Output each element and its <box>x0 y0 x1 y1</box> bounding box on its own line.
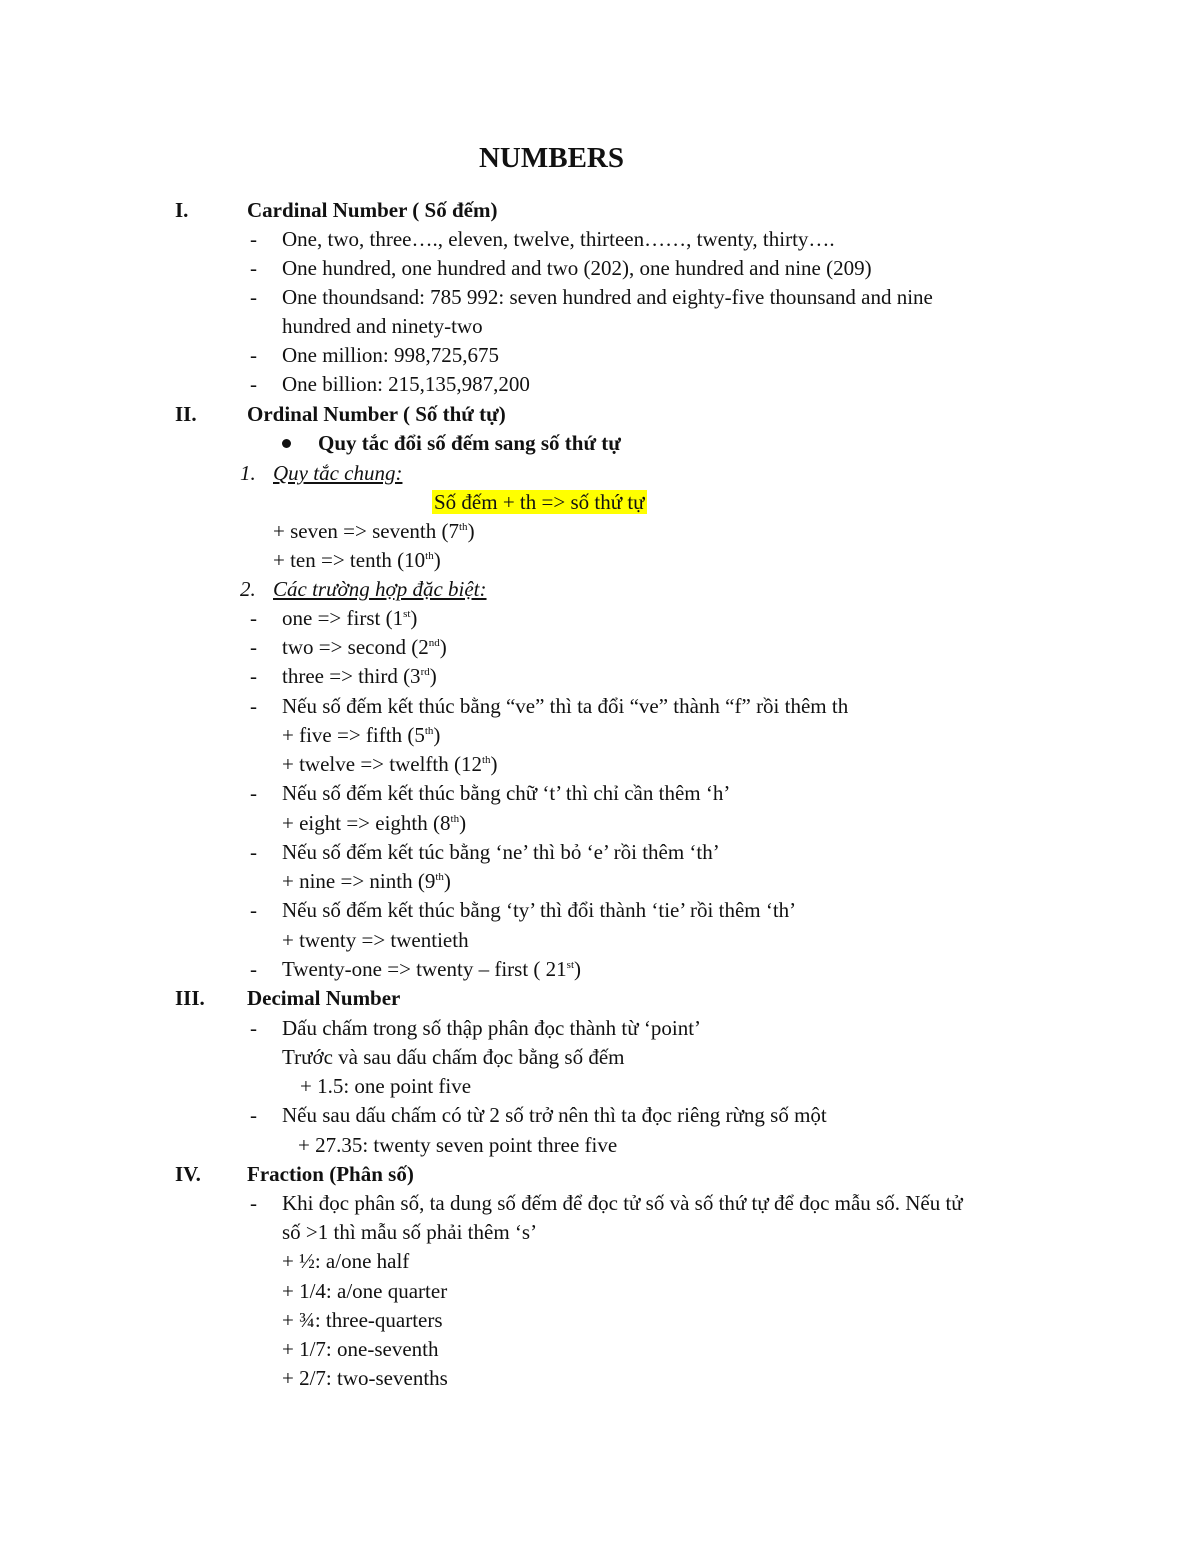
sub-example: + 1/7: one-seventh <box>282 1337 439 1361</box>
sub-example: + eight => eighth (8th) <box>282 811 467 835</box>
section-2-numeral: II. <box>175 402 197 426</box>
formula <box>432 488 647 517</box>
list-item: Nếu số đếm kết túc bằng ‘ne’ thì bỏ ‘e’ rồi thêm ‘th’ <box>282 840 720 864</box>
dash: - <box>250 898 257 922</box>
dash: - <box>250 343 257 367</box>
bullet-icon <box>282 439 291 448</box>
section-2-heading: Ordinal Number ( Số thứ tự) <box>247 402 506 426</box>
list-item: three => third (3rd) <box>282 664 437 688</box>
list-item-continuation: Trước và sau dấu chấm đọc bằng số đếm <box>282 1045 625 1069</box>
list-item: Nếu số đếm kết thúc bằng ‘ty’ thì đổi thành ‘tie’ rồi thêm ‘th’ <box>282 898 797 922</box>
dash: - <box>250 664 257 688</box>
dash: - <box>250 840 257 864</box>
rule-1-title: Quy tắc chung: <box>273 461 403 485</box>
section-1-numeral: I. <box>175 198 189 222</box>
rule-2-title: Các trường hợp đặc biệt: <box>273 577 487 601</box>
list-item: One million: 998,725,675 <box>282 343 499 367</box>
sub-example: + 2/7: two-sevenths <box>282 1366 448 1390</box>
dash: - <box>250 1103 257 1127</box>
list-item: Nếu sau dấu chấm có từ 2 số trở nên thì ta đọc riêng rừng số một <box>282 1103 827 1127</box>
list-item: Dấu chấm trong số thập phân đọc thành từ ‘point’ <box>282 1016 702 1040</box>
dash: - <box>250 227 257 251</box>
sub-example: + ½: a/one half <box>282 1249 410 1273</box>
page-title: NUMBERS <box>478 142 624 174</box>
list-item: One thoundsand: 785 992: seven hundred and eighty-five thounsand and nine <box>282 285 933 309</box>
sub-example: + nine => ninth (9th) <box>282 869 451 893</box>
sub-example: + twelve => twelfth (12th) <box>282 752 498 776</box>
dash: - <box>250 256 257 280</box>
section-1-heading: Cardinal Number ( Số đếm) <box>247 198 498 222</box>
list-item: one => first (1st) <box>282 606 418 630</box>
list-item: Nếu số đếm kết thúc bằng chữ ‘t’ thì chỉ cần thêm ‘h’ <box>282 781 731 805</box>
section-4-heading: Fraction (Phân số) <box>247 1162 414 1186</box>
sub-example: + five => fifth (5th) <box>282 723 441 747</box>
dash: - <box>250 1191 257 1215</box>
dash: - <box>250 781 257 805</box>
dash: - <box>250 1016 257 1040</box>
list-item: One billion: 215,135,987,200 <box>282 372 530 396</box>
list-item-continuation: số >1 thì mẫu số phải thêm ‘s’ <box>282 1220 538 1244</box>
rule-2-number: 2. <box>240 577 256 601</box>
list-item: Nếu số đếm kết thúc bằng “ve” thì ta đổi “ve” thành “f” rồi thêm th <box>282 694 849 718</box>
list-item: One, two, three…., eleven, twelve, thirteen……, twenty, thirty…. <box>282 227 835 251</box>
rule-1-number: 1. <box>240 461 256 485</box>
dash: - <box>250 694 257 718</box>
sub-example: + 1/4: a/one quarter <box>282 1279 448 1303</box>
dash: - <box>250 372 257 396</box>
sub-example: + ¾: three-quarters <box>282 1308 443 1332</box>
sub-example: + 1.5: one point five <box>300 1074 472 1098</box>
sub-example: + 27.35: twenty seven point three five <box>298 1133 618 1157</box>
formula-highlight: Số đếm + th => số thứ tự <box>434 490 645 514</box>
list-item: two => second (2nd) <box>282 635 447 659</box>
section-3-numeral: III. <box>175 986 205 1010</box>
example-seventh: + seven => seventh (7th) <box>273 519 475 543</box>
dash: - <box>250 606 257 630</box>
list-item: Twenty-one => twenty – first ( 21st) <box>282 957 582 981</box>
list-item-continuation: hundred and ninety-two <box>282 314 483 338</box>
bullet-heading: Quy tắc đổi số đếm sang số thứ tự <box>318 431 621 455</box>
sub-example: + twenty => twentieth <box>282 928 469 952</box>
dash: - <box>250 635 257 659</box>
list-item: One hundred, one hundred and two (202), one hundred and nine (209) <box>282 256 872 280</box>
dash: - <box>250 285 257 309</box>
section-3-heading: Decimal Number <box>247 986 401 1010</box>
list-item: Khi đọc phân số, ta dung số đếm để đọc tử số và số thứ tự để đọc mẫu số. Nếu tử <box>282 1191 963 1215</box>
section-4-numeral: IV. <box>175 1162 201 1186</box>
dash: - <box>250 957 257 981</box>
example-tenth: + ten => tenth (10th) <box>273 548 441 572</box>
